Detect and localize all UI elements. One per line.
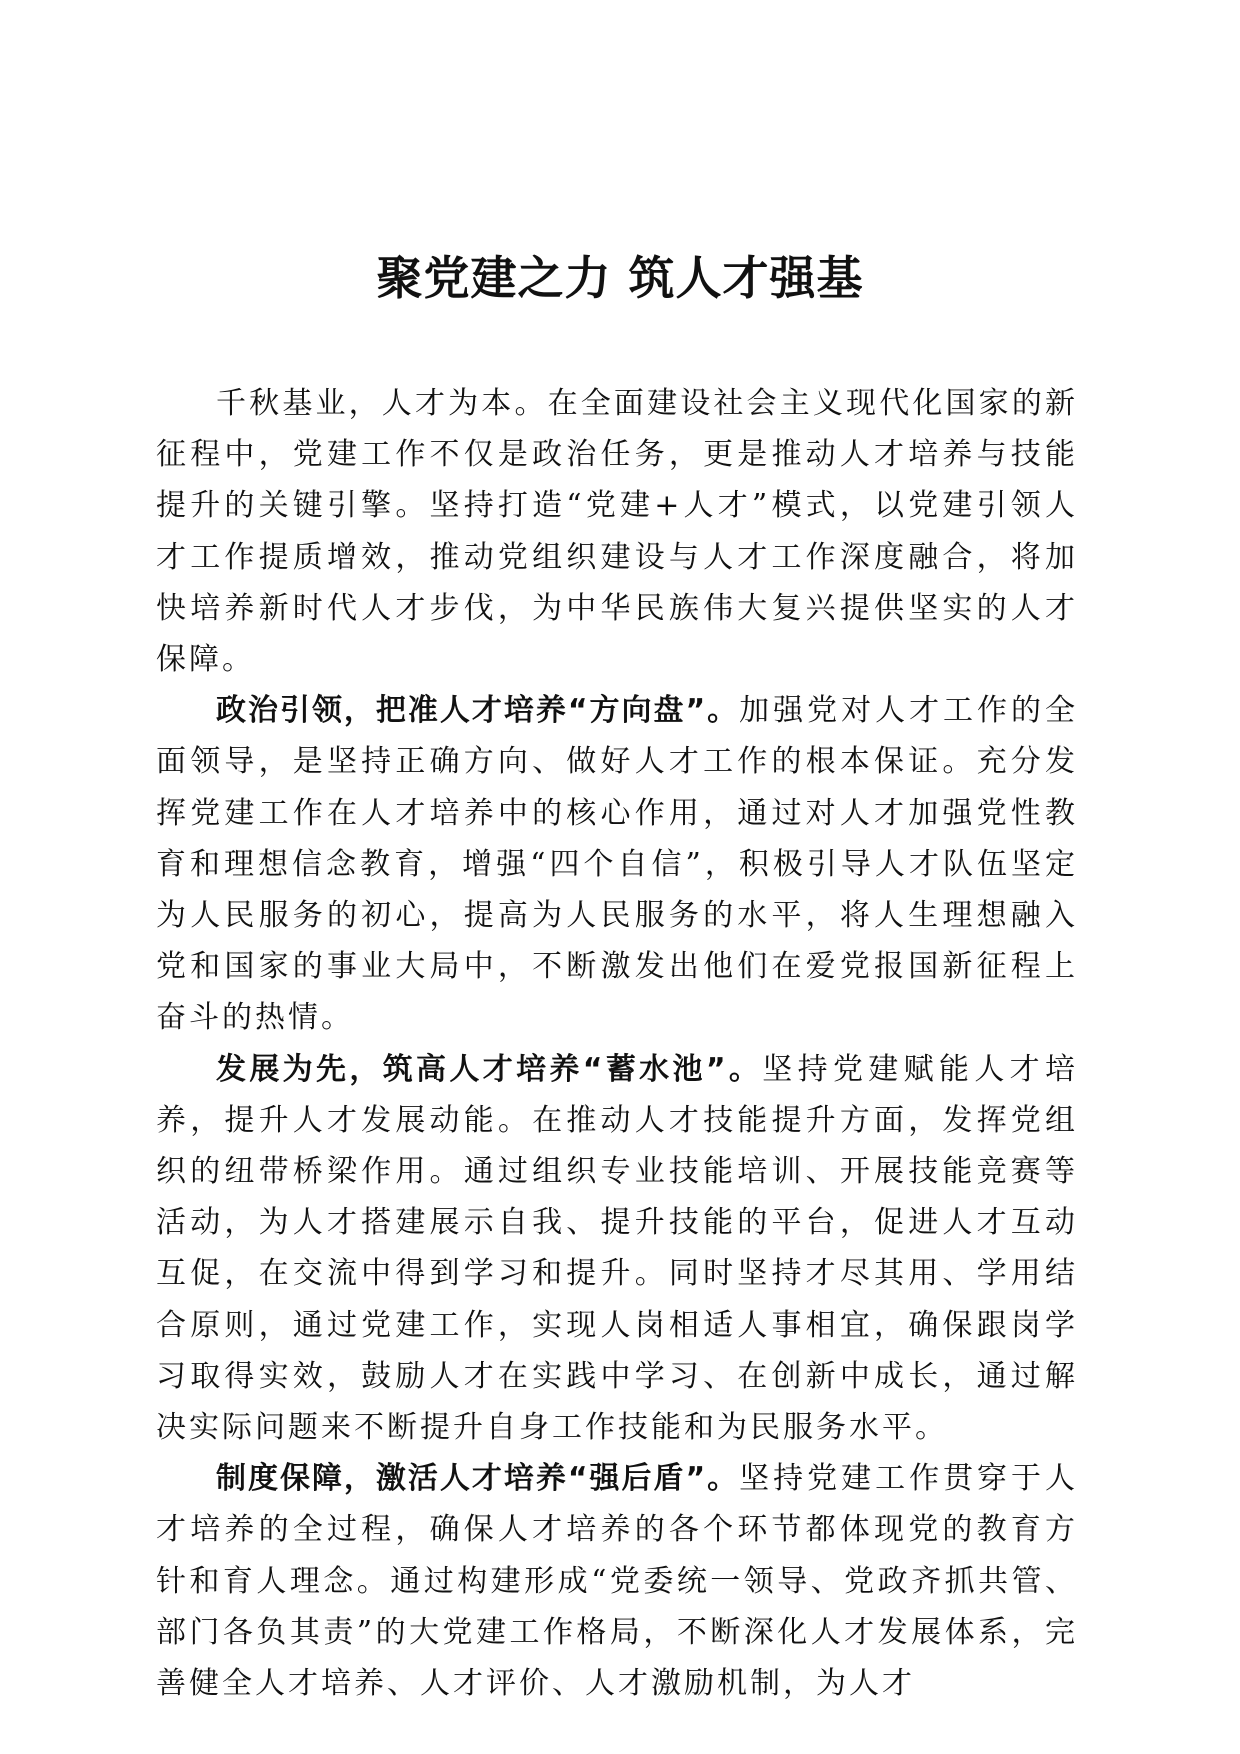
paragraph-intro: [156, 378, 1078, 685]
paragraph-institutional-guarantee: [156, 1453, 1078, 1709]
paragraph-text: 千秋基业，人才为本。在全面建设社会主义现代化国家的新征程中，党建工作不仅是政治任务，更是推动人才培养与技能提升的关键引擎。坚持打造“党建+人才”模式，以党建引领人才工作提质增效，推动党组织建设与人才工作深度融合，将加快培养新时代人才步伐，为中华民族伟大复兴提供坚实的人才保障。: [156, 386, 1078, 678]
paragraph-text: 坚持党建赋能人才培养，提升人才发展动能。在推动人才技能提升方面，发挥党组织的纽带桥梁作用。通过组织专业技能培训、开展技能竞赛等活动，为人才搭建展示自我、提升技能的平台，促进人才互动互促，在交流中得到学习和提升。同时坚持才尽其用、学用结合原则，通过党建工作，实现人岗相适人事相宜，确保跟岗学习取得实效，鼓励人才在实践中学习、在创新中成长，通过解决实际问题来不断提升自身工作技能和为民服务水平。: [156, 1051, 1079, 1446]
paragraph-text: 坚持党建工作贯穿于人才培养的全过程，确保人才培养的各个环节都体现党的教育方针和育人理念。通过构建形成“党委统一领导、党政齐抓共管、部门各负其责”的大党建工作格局，不断深化人才发展体系，完善健全人才培养、人才评价、人才激励机制，为人才: [156, 1461, 1079, 1702]
paragraph-political-guidance: [156, 685, 1078, 1043]
document-body: [156, 378, 1078, 1709]
paragraph-lead: 发展为先，筑高人才培养“蓄水池”。: [216, 1051, 763, 1087]
paragraph-text: 加强党对人才工作的全面领导，是坚持正确方向、做好人才工作的根本保证。充分发挥党建工作在人才培养中的核心作用，通过对人才加强党性教育和理想信念教育，增强“四个自信”，积极引导人才队伍坚定为人民服务的初心，提高为人民服务的水平，将人生理想融入党和国家的事业大局中，不断激发出他们在爱党报国新征程上奋斗的热情。: [156, 693, 1079, 1036]
paragraph-lead: 制度保障，激活人才培养“强后盾”。: [216, 1461, 740, 1497]
paragraph-lead: 政治引领，把准人才培养“方向盘”。: [216, 693, 740, 729]
document-title: 聚党建之力 筑人才强基: [376, 251, 864, 305]
paragraph-development: [156, 1044, 1078, 1454]
